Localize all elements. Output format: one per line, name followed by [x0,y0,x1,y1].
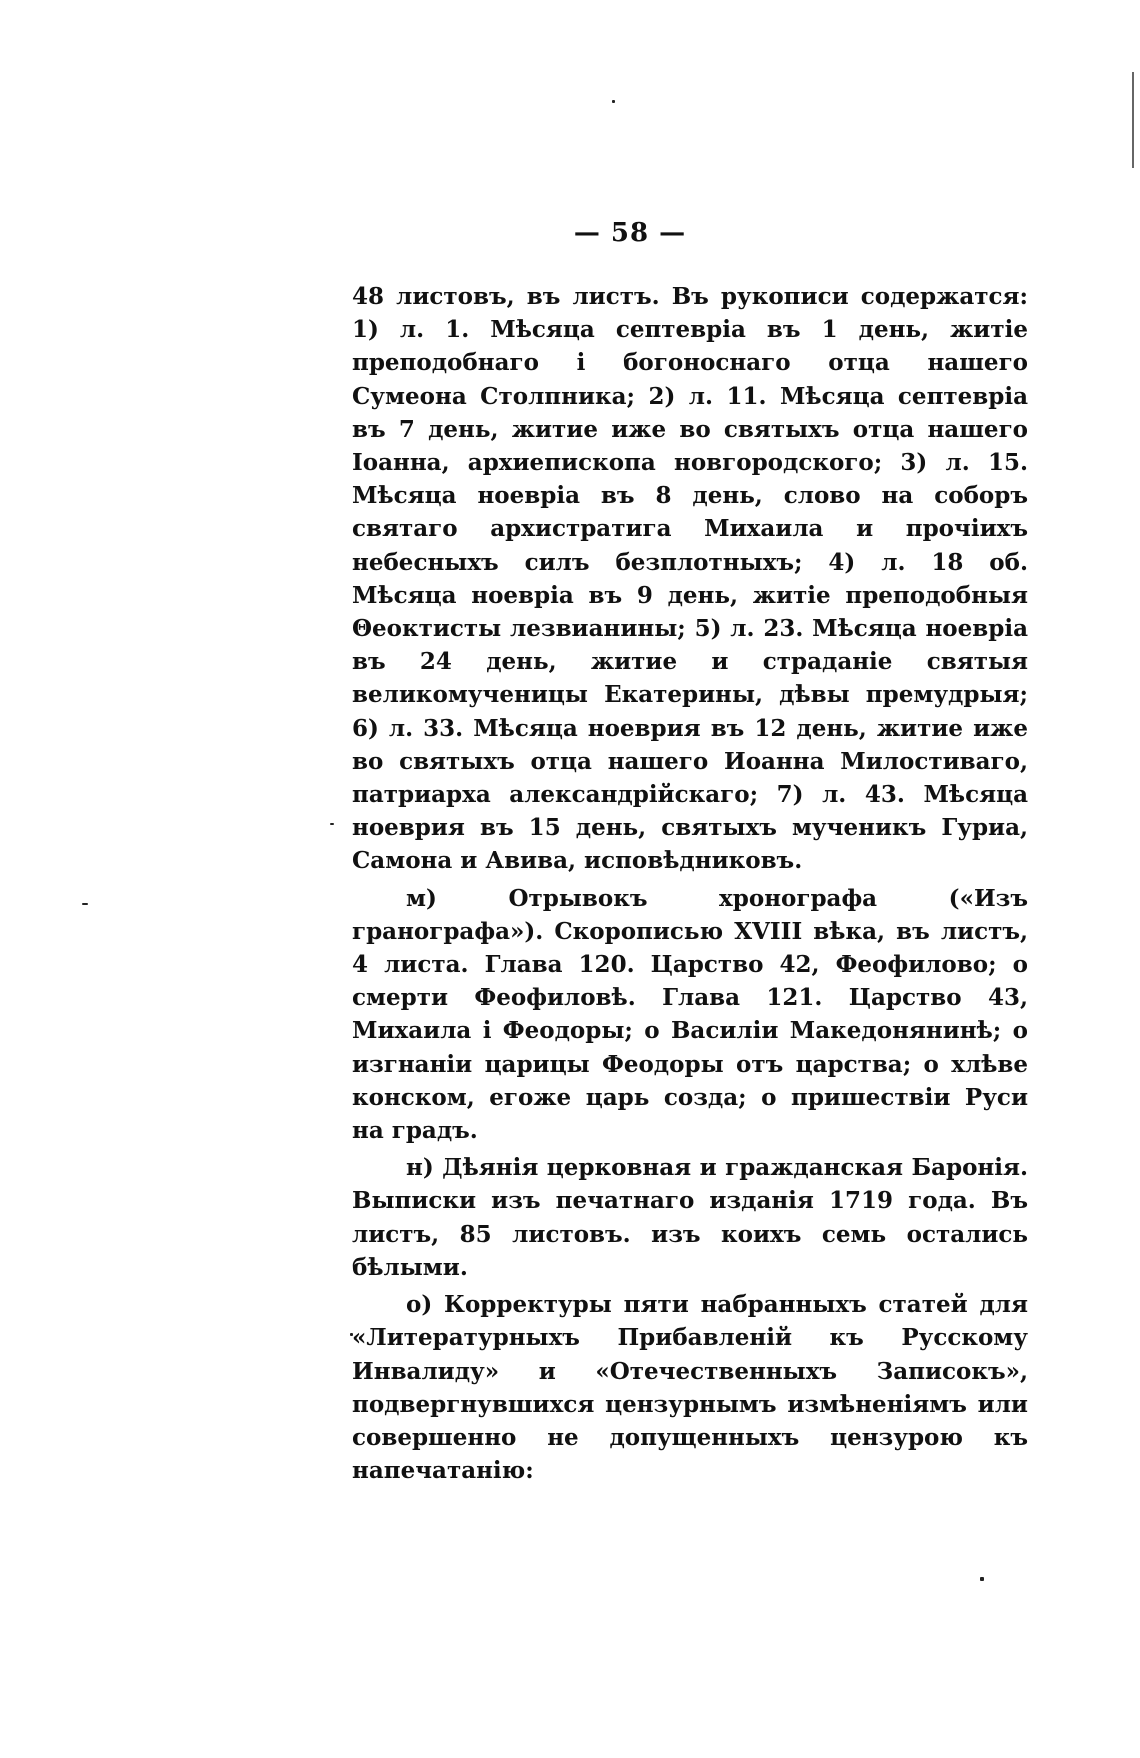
paragraph-continuation: 48 листовъ, въ листъ. Въ рукописи содержатся: 1) л. 1. Мѣсяца сeптеврiа въ 1 день, житiе преподобнаго i богоноснаго отца нашего Сумеона Столпника; 2) л. 11. Мѣсяца сeптеврiа въ 7 день, житие иже во святыхъ отца нашего Iоанна, архиепископа новгородского; 3) л. 15. Мѣсяца ноеврiа въ 8 день, слово на соборъ святаго архистратига Михаила и прочiихъ небесныхъ силъ безплотныхъ; 4) л. 18 об. Мѣсяца ноеврiа въ 9 день, житiе преподобныя Θеоктисты лезвианины; 5) л. 23. Мѣсяца ноеврiа въ 24 день, житие и страданiе святыя великомученицы Екатерины, дѣвы премудрыя; 6) л. 33. Мѣсяца ноеврия въ 12 день, житие иже во святыхъ отца нашего Иоанна Милостиваго, патриарха александрiйскаго; 7) л. 43. Мѣсяца ноеврия въ 15 день, святыхъ мученикъ Гуриа, Самона и Авива, исповѣдниковъ. [352,283,1028,875]
paragraph-item-n: н) Дѣянiя церковная и гражданская Баронiя. Выписки изъ печатнаго изданiя 1719 года. Въ листъ, 85 листовъ. изъ коихъ семь остались бѣлыми. [352,1154,1028,1281]
main-text [352,280,1028,1491]
scan-edge-shadow [1132,72,1134,168]
scan-speck [330,823,334,825]
paragraph-item-o: о) Корректуры пяти набранныхъ статей для «Литературныхъ Прибавленiй къ Русскому Инвалиду» и «Отечественныхъ Записокъ», подвергнувшихся цензурнымъ измѣненiямъ или совершенно не допущенныхъ цензурою къ напечатанiю: [352,1291,1028,1485]
paragraph-item-m: м) Отрывокъ хронографа («Изъ гранографа»). Скорописью XVIII вѣка, въ листъ, 4 листа. Глава 120. Царство 42, Феофилово; о смерти Феофиловѣ. Глава 121. Царство 43, Михаила i Феодоры; о Василiи Македонянинѣ; о изгнанiи царицы Феодоры отъ царства; о хлѣве конском, егоже царь созда; о пришествiи Руси на градъ. [352,884,1028,1145]
page-number: — 58 — [573,218,687,248]
scan-speck [980,1577,984,1581]
scan-speck [612,100,615,103]
scan-speck [82,903,88,905]
